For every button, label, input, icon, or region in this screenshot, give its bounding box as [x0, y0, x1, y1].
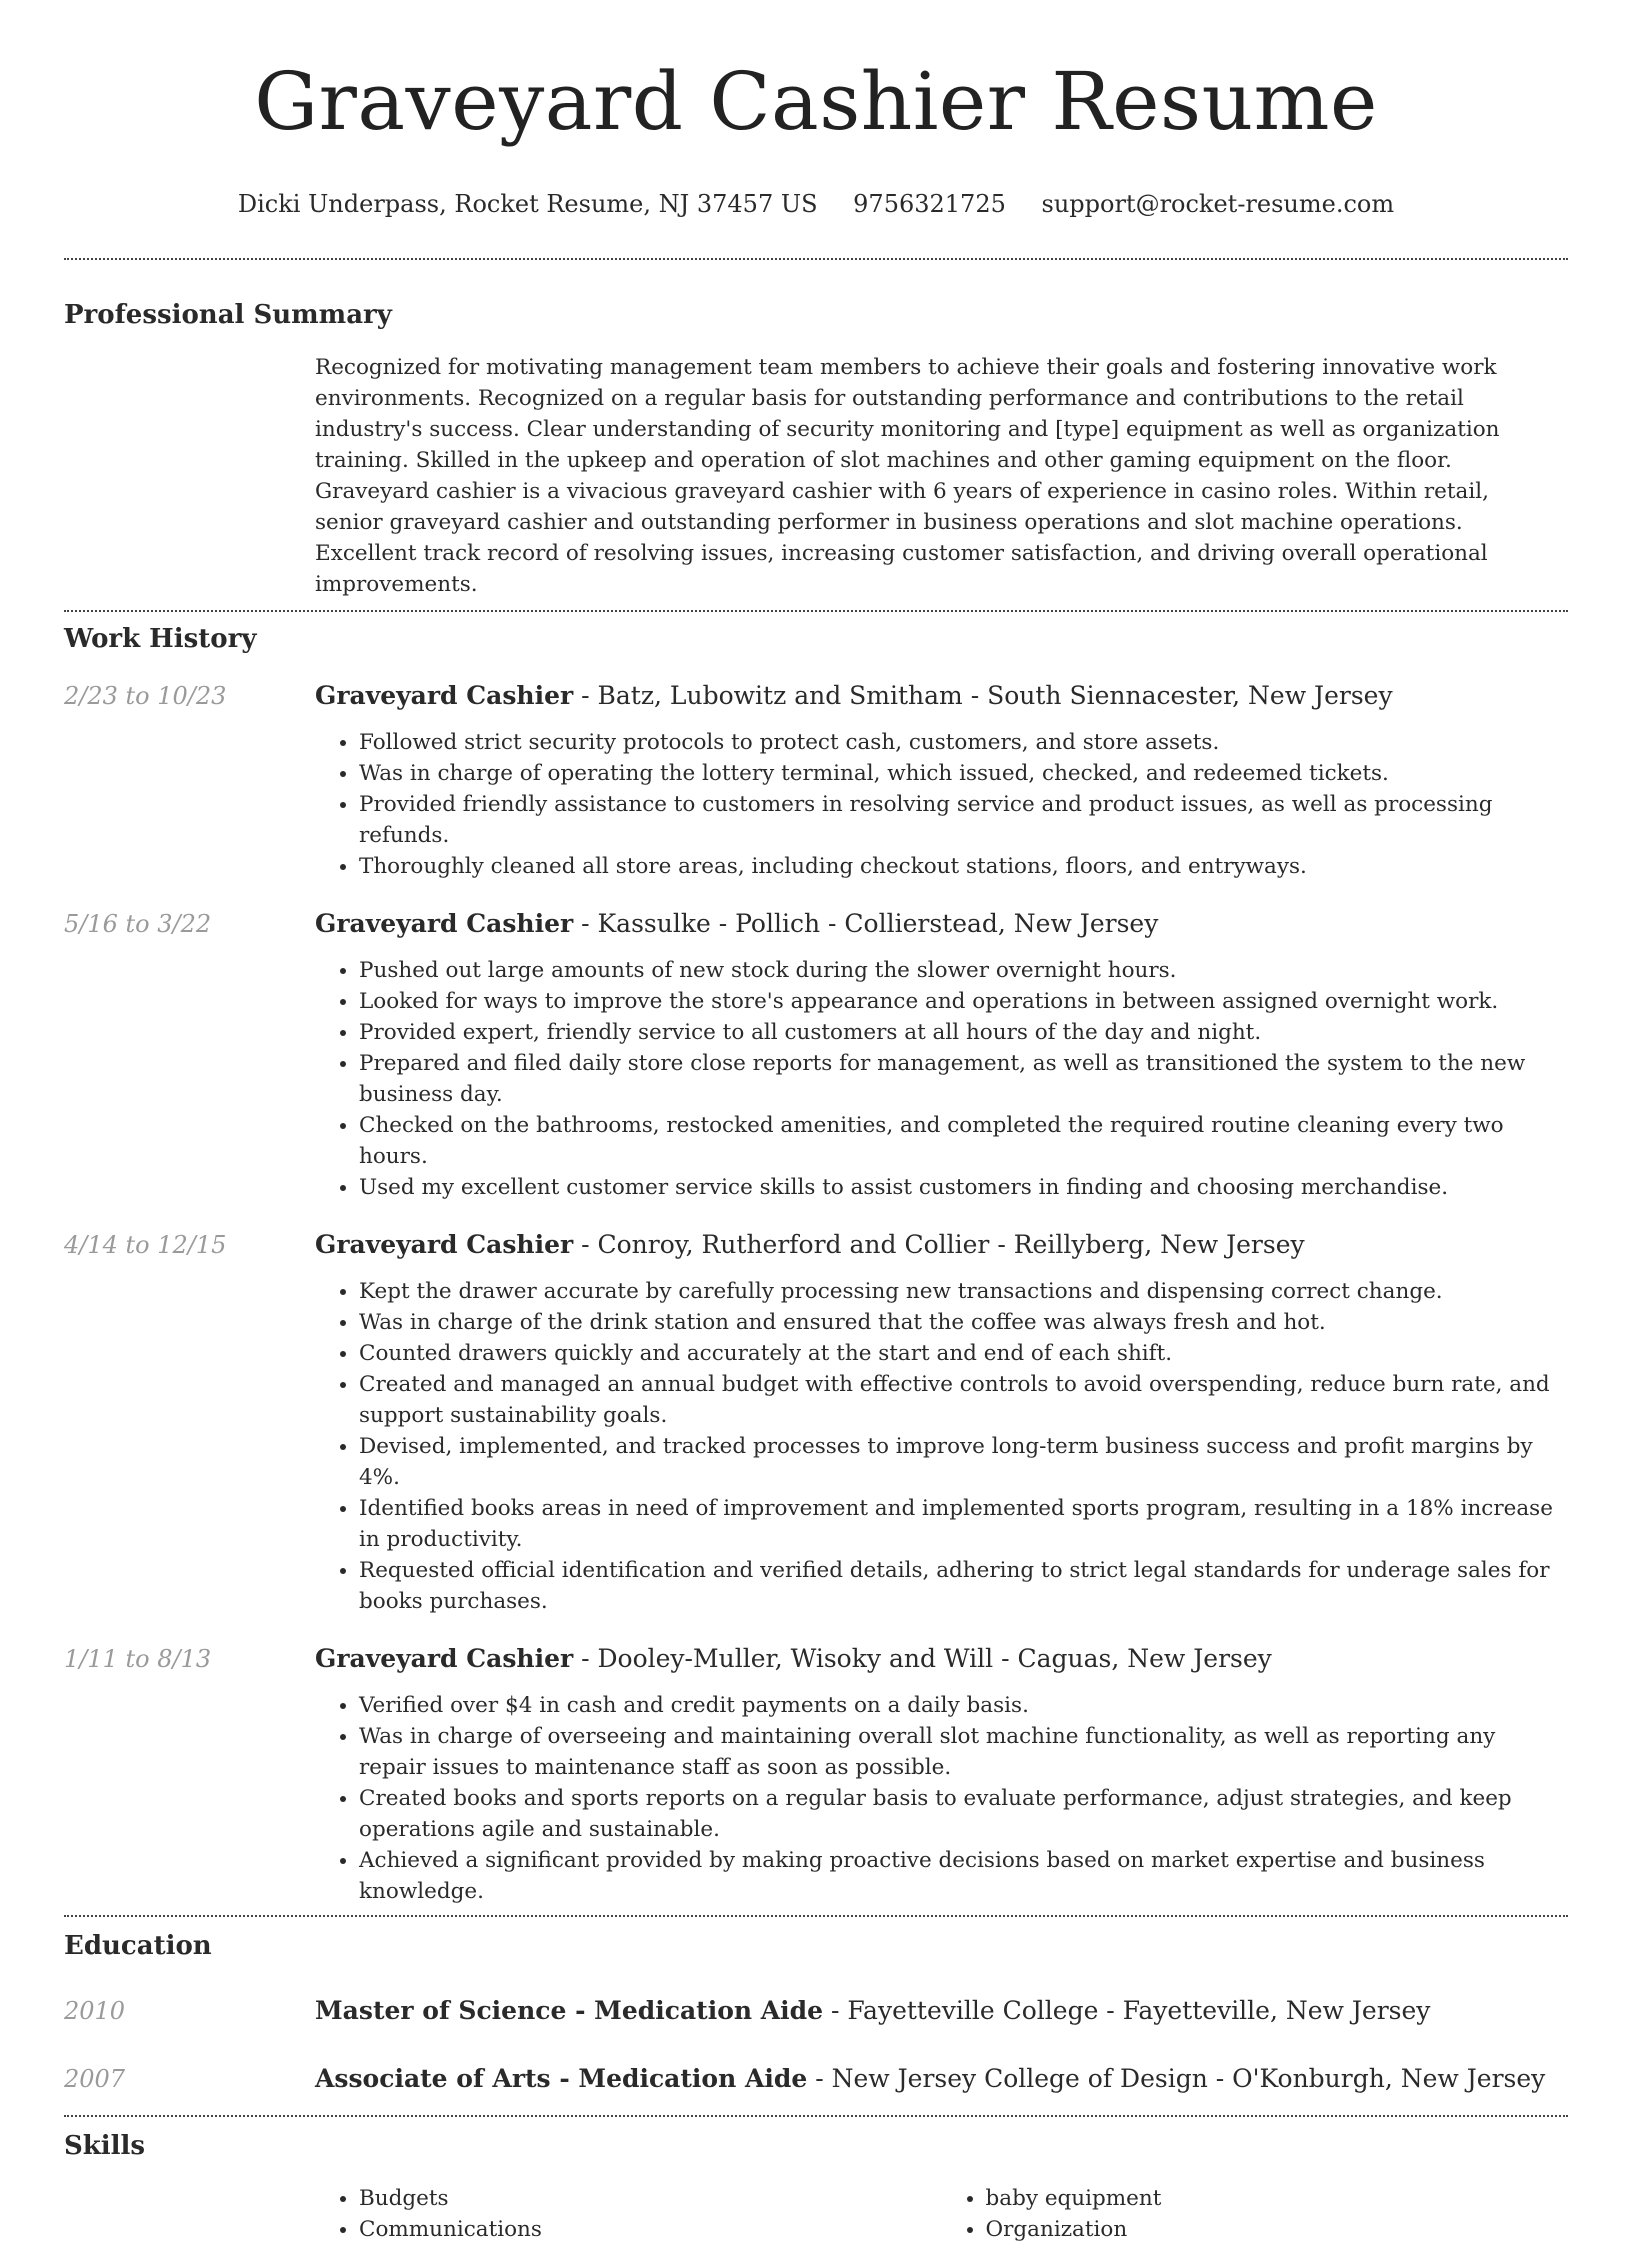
job-entry	[64, 908, 1568, 1203]
job-duty-item: • Used my excellent customer service skills to assist customers in finding and choosing merchandise.	[359, 1172, 1568, 1203]
job-employer-location: - Conroy, Rutherford and Collier - Reillyberg, New Jersey	[573, 1230, 1305, 1259]
job-duty-item: • Created and managed an annual budget with effective controls to avoid overspending, reduce burn rate, and support sustainability goals.	[359, 1369, 1568, 1431]
job-duty-item: • Created books and sports reports on a regular basis to evaluate performance, adjust strategies, and keep operations agile and sustainable.	[359, 1783, 1568, 1845]
education-school-location: - Fayetteville College - Fayetteville, New Jersey	[823, 1996, 1431, 2025]
job-duty-item: • Prepared and filed daily store close reports for management, as well as transitioned the system to the new business day.	[359, 1048, 1568, 1110]
divider	[64, 258, 1568, 260]
skill-item: • Budgets	[359, 2183, 942, 2214]
job-employer-location: - Dooley-Muller, Wisoky and Will - Caguas, New Jersey	[573, 1644, 1272, 1673]
education-degree: Master of Science - Medication Aide	[315, 1996, 824, 2025]
education-year: 2010	[64, 1997, 126, 2025]
education-heading	[315, 2063, 1545, 2095]
job-date: 1/11 to 8/13	[64, 1645, 212, 1673]
job-duty-item: • Kept the drawer accurate by carefully processing new transactions and dispensing correct change.	[359, 1276, 1568, 1307]
skill-item: • baby equipment	[986, 2183, 1569, 2214]
job-duty-item: • Counted drawers quickly and accurately at the start and end of each shift.	[359, 1338, 1568, 1369]
job-body	[315, 1643, 1568, 1907]
job-duties	[315, 1276, 1568, 1617]
skills-column-left	[315, 2183, 942, 2245]
job-heading	[315, 1229, 1568, 1261]
job-body	[315, 908, 1568, 1203]
summary-heading: Professional Summary	[64, 300, 392, 330]
divider	[64, 1915, 1568, 1917]
work-history-heading: Work History	[64, 624, 257, 654]
job-position: Graveyard Cashier	[315, 681, 574, 710]
education-entry	[64, 1995, 1568, 2027]
job-position: Graveyard Cashier	[315, 1644, 574, 1673]
job-duty-item: • Provided expert, friendly service to all customers at all hours of the day and night.	[359, 1017, 1568, 1048]
job-entry	[64, 1643, 1568, 1907]
job-heading	[315, 908, 1568, 940]
education-school-location: - New Jersey College of Design - O'Konburgh, New Jersey	[807, 2064, 1546, 2093]
job-heading	[315, 1643, 1568, 1675]
contact-address: Dicki Underpass, Rocket Resume, NJ 37457 US	[237, 190, 818, 218]
job-duty-item: • Devised, implemented, and tracked processes to improve long-term business success and profit margins by 4%.	[359, 1431, 1568, 1493]
job-employer-location: - Kassulke - Pollich - Collierstead, New Jersey	[573, 909, 1159, 938]
job-duty-item: • Looked for ways to improve the store's appearance and operations in between assigned overnight work.	[359, 986, 1568, 1017]
job-duty-item: • Provided friendly assistance to customers in resolving service and product issues, as well as processing refunds.	[359, 789, 1568, 851]
resume-title: Graveyard Cashier Resume	[254, 55, 1378, 148]
job-duty-item: • Identified books areas in need of improvement and implemented sports program, resulting in a 18% increase in productivity.	[359, 1493, 1568, 1555]
work-history-list	[64, 680, 1568, 1907]
job-entry	[64, 1229, 1568, 1617]
job-duties	[315, 727, 1568, 882]
education-year: 2007	[64, 2065, 126, 2093]
job-date: 4/14 to 12/15	[64, 1231, 227, 1259]
divider	[64, 2115, 1568, 2117]
job-date: 5/16 to 3/22	[64, 910, 212, 938]
skills-heading: Skills	[64, 2131, 146, 2161]
skills-column-right	[942, 2183, 1569, 2245]
job-duties	[315, 955, 1568, 1203]
job-duty-item: • Was in charge of the drink station and ensured that the coffee was always fresh and hot.	[359, 1307, 1568, 1338]
job-position: Graveyard Cashier	[315, 1230, 574, 1259]
skill-item: • Communications	[359, 2214, 942, 2245]
job-duty-item: • Followed strict security protocols to protect cash, customers, and store assets.	[359, 727, 1568, 758]
education-heading: Education	[64, 1931, 212, 1961]
job-duties	[315, 1690, 1568, 1907]
job-entry	[64, 680, 1568, 882]
job-duty-item: • Verified over $4 in cash and credit payments on a daily basis.	[359, 1690, 1568, 1721]
contact-line	[64, 188, 1568, 220]
job-heading	[315, 680, 1568, 712]
contact-phone: 9756321725	[853, 190, 1006, 218]
education-degree: Associate of Arts - Medication Aide	[315, 2064, 808, 2093]
job-employer-location: - Batz, Lubowitz and Smitham - South Siennacester, New Jersey	[573, 681, 1393, 710]
divider	[64, 610, 1568, 612]
job-duty-item: • Requested official identification and verified details, adhering to strict legal standards for underage sales for books purchases.	[359, 1555, 1568, 1617]
job-duty-item: • Checked on the bathrooms, restocked amenities, and completed the required routine cleaning every two hours.	[359, 1110, 1568, 1172]
job-duty-item: • Achieved a significant provided by making proactive decisions based on market expertise and business knowledge.	[359, 1845, 1568, 1907]
education-list	[64, 1995, 1568, 2095]
job-duty-item: • Was in charge of operating the lottery terminal, which issued, checked, and redeemed tickets.	[359, 758, 1568, 789]
education-entry	[64, 2063, 1568, 2095]
job-body	[315, 1229, 1568, 1617]
skills-list	[315, 2183, 1568, 2245]
skill-item: • Organization	[986, 2214, 1569, 2245]
summary-text: Recognized for motivating management team members to achieve their goals and fostering innovative work environments. Recognized on a regular basis for outstanding performance and contributions to the retail industry's success. Clear understanding of security monitoring and [type] equipment as well as organization training. Skilled in the upkeep and operation of slot machines and other gaming equipment on the floor. Graveyard cashier is a vivacious graveyard cashier with 6 years of experience in casino roles. Within retail, senior graveyard cashier and outstanding performer in business operations and slot machine operations. Excellent track record of resolving issues, increasing customer satisfaction, and driving overall operational improvements.	[315, 355, 1500, 597]
job-duty-item: • Pushed out large amounts of new stock during the slower overnight hours.	[359, 955, 1568, 986]
job-body	[315, 680, 1568, 882]
job-position: Graveyard Cashier	[315, 909, 574, 938]
job-date: 2/23 to 10/23	[64, 682, 227, 710]
contact-email: support@rocket-resume.com	[1041, 190, 1395, 218]
education-heading	[315, 1995, 1430, 2027]
job-duty-item: • Was in charge of overseeing and maintaining overall slot machine functionality, as well as reporting any repair issues to maintenance staff as soon as possible.	[359, 1721, 1568, 1783]
job-duty-item: • Thoroughly cleaned all store areas, including checkout stations, floors, and entryways.	[359, 851, 1568, 882]
